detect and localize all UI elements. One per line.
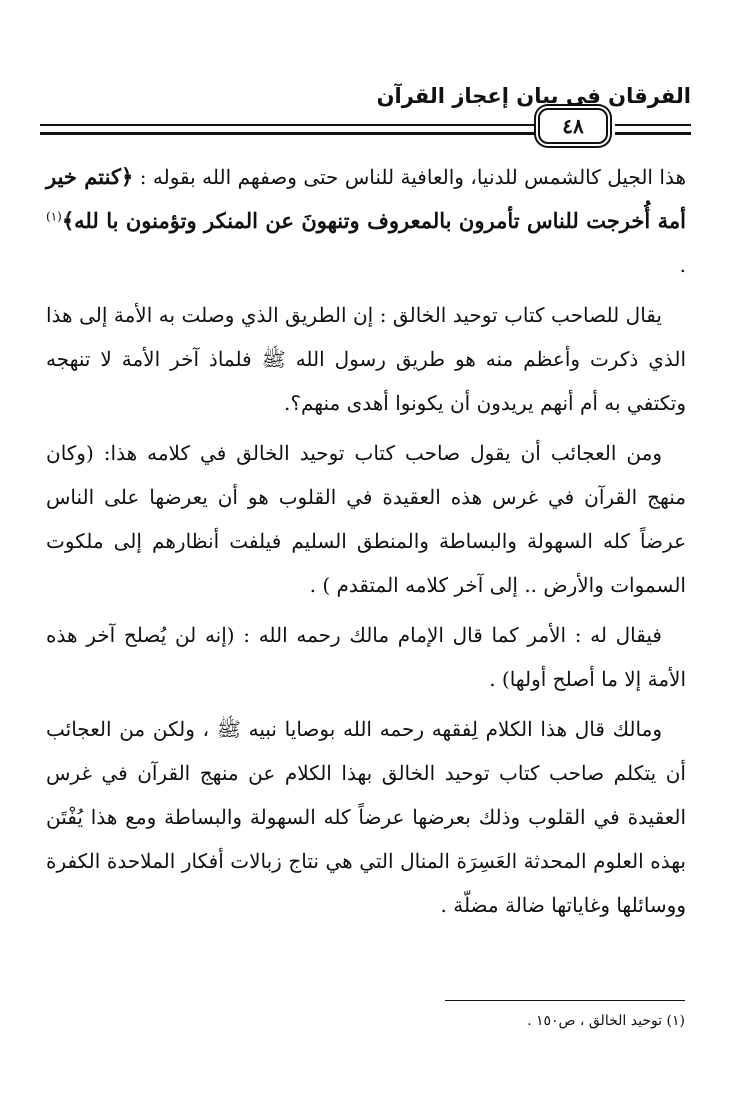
header-rule-top-left [40,124,575,126]
footnote-divider [445,1000,685,1001]
paragraph-1-end: . [679,253,686,277]
running-title: الفرقان في بيان إعجاز القرآن [376,84,691,108]
paragraph-1-text: هذا الجيل كالشمس للدنيا، والعافية للناس حتى وصفهم الله بقوله : [133,165,687,189]
header-rule-top-right [615,124,691,126]
paragraph-5: ومالك قال هذا الكلام لِفقهه رحمه الله بوصايا نبيه ﷺ ، ولكن من العجائب أن يتكلم صاحب كتاب توحيد الخالق بهذا الكلام عن منهج القرآن في غرس العقيدة في القلوب وذلك بعرضها عرضاً كله السهولة والبساطة ومع هذا يُفْتَن بهذه العلوم المحدثة العَسِرَة المنال التي هي نتاج زبالات أفكار الملاحدة الكفرة ووسائلها وغاياتها ضالة مضلّة . [46,717,686,917]
page-number-badge [538,108,608,144]
paragraph-3: ومن العجائب أن يقول صاحب كتاب توحيد الخالق في كلامه هذا: (وكان منهج القرآن في غرس هذه العقيدة في القلوب هو أن يعرضها على الناس عرضاً كله السهولة والبساطة والمنطق السليم فيلفت أنظارهم إلى ملكوت السموات والأرض .. إلى آخر كلامه المتقدم ) . [46,441,687,597]
page-body [46,155,686,933]
footnote-reference: (١) [46,209,62,224]
page-number: ٤٨ [562,114,584,138]
quran-verse: ﴿كنتم خير أمة أُخرجت للناس تأمرون بالمعروف وتنهونَ عن المنكر وتؤمنون با لله﴾ [46,164,686,233]
page-header [40,84,691,154]
footnote: (١) توحيد الخالق ، ص١٥٠ . [527,1013,685,1029]
paragraph-2: يقال للصاحب كتاب توحيد الخالق : إن الطريق الذي وصلت به الأمة إلى هذا الذي ذكرت وأعظم منه هو طريق رسول الله ﷺ فلماذ آخر الأمة لا تنهجه وتكتفي به أم أنهم يريدون أن يكونوا أهدى منهم؟. [46,303,686,415]
header-rule-bottom-right [615,132,691,135]
paragraph-4: فيقال له : الأمر كما قال الإمام مالك رحمه الله : (إنه لن يُصلح آخر هذه الأمة إلا ما أصلح أولها) . [46,623,686,691]
header-rule-bottom-left [40,132,575,135]
paragraph-1 [46,155,686,287]
